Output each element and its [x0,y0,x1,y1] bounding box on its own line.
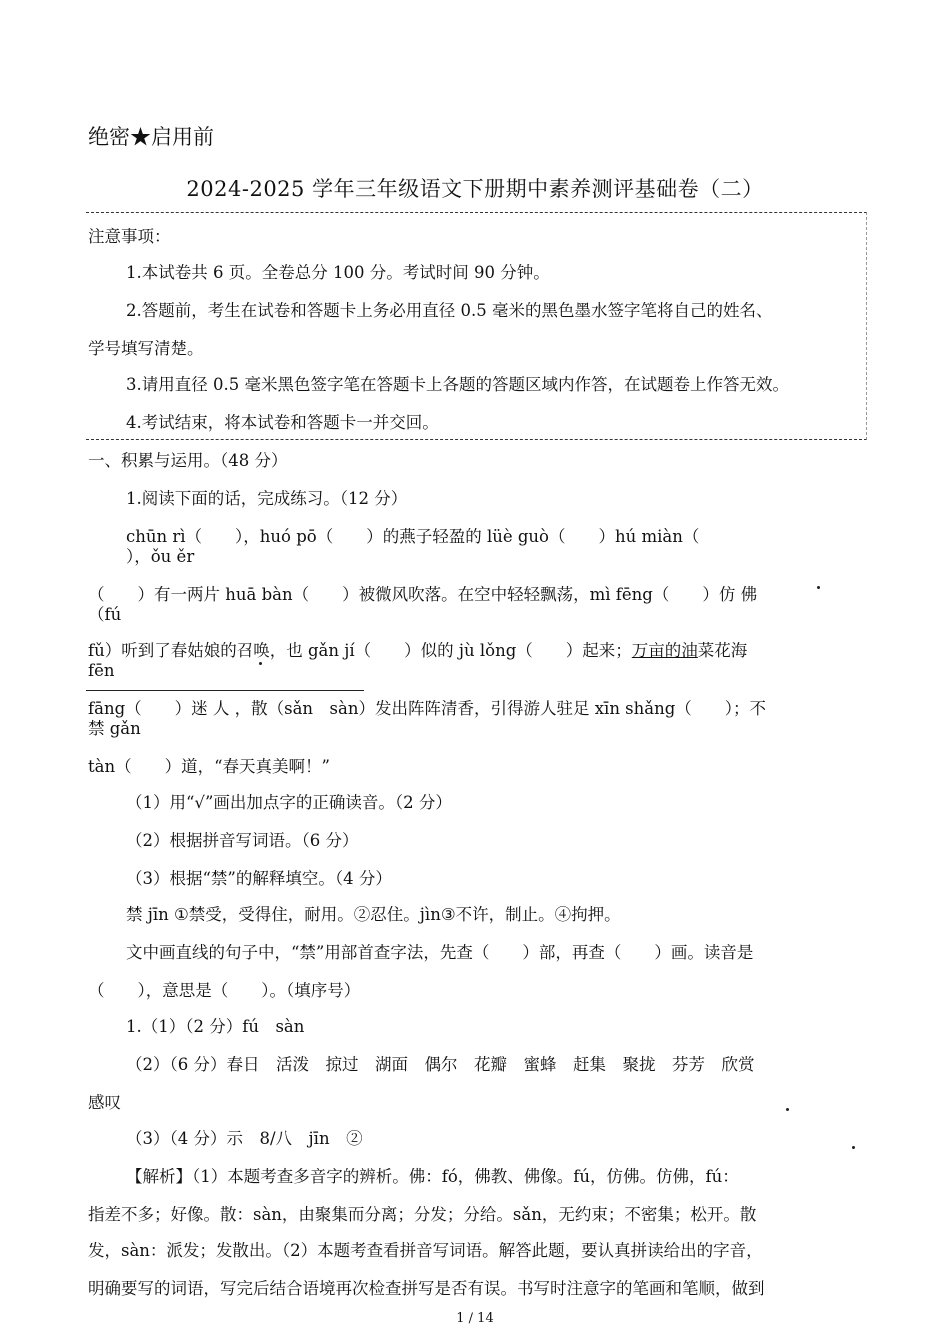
notice-heading: 注意事项： [88,227,171,246]
page-number: 1 / 14 [456,1311,494,1326]
emphasis-dot [817,586,820,589]
answer-2-cont: 感叹 [88,1093,121,1112]
answer-1: 1.（1）（2 分）fú sàn [126,1017,305,1036]
passage-line-3-end: 菜花海 [697,641,748,660]
fill-blank-line-cont: （ ），意思是（ ）。（填序号） [88,981,361,1000]
passage-line-3-cont: fēn [88,661,115,680]
explanation-line-4: 明确要写的词语，写完后结合语境再次检查拼写是否有误。书写时注意字的笔画和笔顺，做到 [88,1279,765,1298]
answer-2: （2）（6 分）春日 活泼 掠过 湖面 偶尔 花瓣 蜜蜂 赶集 聚拢 芬芳 欣赏 [126,1055,755,1074]
notice-item-1: 1.本试卷共 6 页。全卷总分 100 分。考试时间 90 分钟。 [126,263,550,282]
passage-line-3-text: fǔ）听到了春姑娘的召唤，也 gǎn jí（ ）似的 jù lǒng（ ）起来； [88,641,632,660]
question-1-intro: 1.阅读下面的话，完成练习。（12 分） [126,489,408,508]
sub-question-3: （3）根据“禁”的解释填空。（4 分） [126,869,392,888]
notice-item-2: 2.答题前，考生在试卷和答题卡上务必用直径 0.5 毫米的黑色墨水签字笔将自己的姓名、 [126,301,773,320]
page-title: 2024-2025 学年三年级语文下册期中素养测评基础卷（二） [186,177,764,201]
jin-definition: 禁 jīn ①禁受，受得住，耐用。②忍住。jìn③不许，制止。④拘押。 [126,905,621,924]
passage-line-3 [88,640,747,662]
section-heading: 一、积累与运用。（48 分） [88,451,288,470]
passage-line-4-cont: 禁 gǎn [88,719,141,738]
stray-dot [786,1108,789,1111]
passage-line-1: chūn rì（ ），huó pō（ ）的燕子轻盈的 lüè guò（ ）hú miàn（ [126,527,700,546]
secret-label: 绝密★启用前 [88,125,214,149]
notice-box [86,212,867,440]
notice-item-2-cont: 学号填写清楚。 [88,339,204,358]
passage-line-5: tàn（ ）道，“春天真美啊！” [88,757,330,776]
explanation-line-3: 发，sàn：派发；发散出。（2）本题考查看拼音写词语。解答此题，要认真拼读给出的字音， [88,1241,763,1260]
underlined-sentence: 万亩的油 [631,641,698,660]
notice-item-4: 4.考试结束，将本试卷和答题卡一并交回。 [126,413,439,432]
explanation-line-2: 指差不多；好像。散：sàn，由聚集而分离；分发；分给。sǎn，无约束；不密集；松开。散 [88,1205,757,1224]
explanation-line-1: 【解析】（1）本题考查多音字的辨析。佛：fó，佛教、佛像。fú，仿佛。仿佛，fú： [126,1167,739,1186]
passage-line-4: fāng（ ）迷 人 ，散（sǎn sàn）发出阵阵清香，引得游人驻足 xīn shǎng（ ）；不 [88,699,767,718]
underline-rule [86,690,364,691]
fill-blank-line: 文中画直线的句子中，“禁”用部首查字法，先查（ ）部，再查（ ）画。读音是 [126,943,754,962]
passage-line-1-cont: ），ǒu ěr [126,547,195,566]
answer-3: （3）（4 分）示 8/八 jīn ② [126,1129,363,1148]
sub-question-2: （2）根据拼音写词语。（6 分） [126,831,359,850]
emphasis-dot [259,662,262,665]
notice-item-3: 3.请用直径 0.5 毫米黑色签字笔在答题卡上各题的答题区域内作答，在试题卷上作答无效。 [126,375,789,394]
passage-line-2-cont: （fú [88,605,122,624]
sub-question-1: （1）用“√”画出加点字的正确读音。（2 分） [126,793,452,812]
passage-line-2: （ ）有一两片 huā bàn（ ）被微风吹落。在空中轻轻飘荡，mì fēng（ ）仿 佛 [88,585,758,604]
stray-dot [852,1146,855,1149]
